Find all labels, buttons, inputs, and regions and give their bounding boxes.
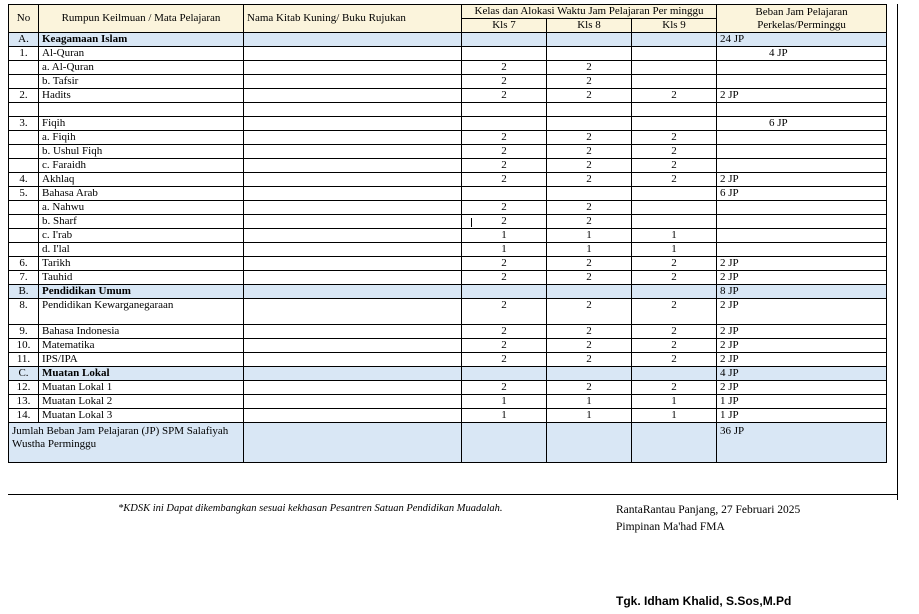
- row-kls7: 2: [462, 271, 547, 285]
- table-row: [9, 229, 887, 243]
- row-label: b. Ushul Fiqh: [39, 145, 244, 159]
- row-label: a. Al-Quran: [39, 61, 244, 75]
- row-label: a. Fiqih: [39, 131, 244, 145]
- row-beban: 2 JP: [717, 299, 887, 325]
- row-kls7: [462, 33, 547, 47]
- row-kls9: 2: [632, 159, 717, 173]
- row-label: d. I'lal: [39, 243, 244, 257]
- place-date: RantaRantau Panjang, 27 Februari 2025: [616, 504, 801, 516]
- row-kls8: 2: [547, 381, 632, 395]
- row-book: [244, 285, 462, 299]
- row-book: [244, 173, 462, 187]
- row-kls9: 2: [632, 131, 717, 145]
- row-no: 10.: [9, 339, 39, 353]
- row-no: A.: [9, 33, 39, 47]
- row-beban: [717, 61, 887, 75]
- row-kls7: [462, 47, 547, 61]
- row-label: Pendidikan Kewarganegaraan: [39, 299, 244, 325]
- row-kls7: 2: [462, 173, 547, 187]
- curriculum-table: [8, 4, 887, 463]
- row-no: 5.: [9, 187, 39, 201]
- row-label: b. Sharf: [39, 215, 244, 229]
- row-book: [244, 117, 462, 131]
- row-kls9: [632, 201, 717, 215]
- row-kls8: [547, 117, 632, 131]
- row-kls8: [547, 103, 632, 117]
- row-label: Hadits: [39, 89, 244, 103]
- row-book: [244, 131, 462, 145]
- row-no: B.: [9, 285, 39, 299]
- total-label: Jumlah Beban Jam Pelajaran (JP) SPM Salafiyah Wustha Perminggu: [9, 423, 244, 463]
- row-beban: 2 JP: [717, 381, 887, 395]
- row-no: [9, 103, 39, 117]
- row-no: 3.: [9, 117, 39, 131]
- row-book: [244, 409, 462, 423]
- row-kls7: [462, 103, 547, 117]
- row-no: [9, 229, 39, 243]
- row-kls9: [632, 187, 717, 201]
- row-kls8: 2: [547, 145, 632, 159]
- table-row: [9, 243, 887, 257]
- row-beban: [717, 103, 887, 117]
- row-book: [244, 75, 462, 89]
- row-kls8: 1: [547, 409, 632, 423]
- row-no: 13.: [9, 395, 39, 409]
- row-book: [244, 299, 462, 325]
- row-no: [9, 159, 39, 173]
- row-kls8: 2: [547, 353, 632, 367]
- table-row: [9, 215, 887, 229]
- header-kls7: Kls 7: [462, 19, 547, 33]
- signer-name: Tgk. Idham Khalid, S.Sos,M.Pd: [616, 594, 792, 608]
- table-row: [9, 409, 887, 423]
- table-row: [9, 367, 887, 381]
- table-row: [9, 299, 887, 325]
- total-kls9: [632, 423, 717, 463]
- row-kls9: 2: [632, 299, 717, 325]
- row-kls9: 2: [632, 89, 717, 103]
- row-beban: 2 JP: [717, 353, 887, 367]
- row-kls8: 2: [547, 271, 632, 285]
- row-label: Tarikh: [39, 257, 244, 271]
- row-beban: 2 JP: [717, 339, 887, 353]
- table-row: [9, 145, 887, 159]
- row-label: Akhlaq: [39, 173, 244, 187]
- row-beban: 1 JP: [717, 409, 887, 423]
- row-kls7: 2: [462, 61, 547, 75]
- row-book: [244, 381, 462, 395]
- row-kls7: 2: [462, 353, 547, 367]
- row-kls9: 1: [632, 409, 717, 423]
- row-book: [244, 215, 462, 229]
- row-beban: 2 JP: [717, 271, 887, 285]
- footnote-text: *KDSK ini Dapat dikembangkan sesuai kekhasan Pesantren Satuan Pendidikan Muadalah.: [118, 503, 503, 514]
- total-book: [244, 423, 462, 463]
- header-subject: Rumpun Keilmuan / Mata Pelajaran: [39, 5, 244, 33]
- row-label: Fiqih: [39, 117, 244, 131]
- table-header-row: [9, 5, 887, 19]
- row-label: Al-Quran: [39, 47, 244, 61]
- document-page: [0, 4, 919, 614]
- row-kls9: 2: [632, 271, 717, 285]
- row-kls8: 2: [547, 173, 632, 187]
- table-row: [9, 47, 887, 61]
- row-beban: 6 JP: [717, 117, 887, 131]
- row-kls9: 2: [632, 381, 717, 395]
- row-kls7: 2: [462, 257, 547, 271]
- row-book: [244, 325, 462, 339]
- row-beban: [717, 201, 887, 215]
- row-kls8: 2: [547, 299, 632, 325]
- row-kls7: [462, 187, 547, 201]
- table-row: [9, 353, 887, 367]
- row-kls7: 2: [462, 339, 547, 353]
- row-kls7: 2: [462, 201, 547, 215]
- row-kls8: [547, 187, 632, 201]
- row-no: 8.: [9, 299, 39, 325]
- row-beban: 4 JP: [717, 367, 887, 381]
- row-label: IPS/IPA: [39, 353, 244, 367]
- row-kls9: 2: [632, 145, 717, 159]
- row-kls7: 2: [462, 381, 547, 395]
- row-kls8: 2: [547, 325, 632, 339]
- row-book: [244, 229, 462, 243]
- row-no: 2.: [9, 89, 39, 103]
- row-label: Keagamaan Islam: [39, 33, 244, 47]
- row-no: 9.: [9, 325, 39, 339]
- table-row: [9, 75, 887, 89]
- row-kls8: 1: [547, 395, 632, 409]
- row-no: [9, 131, 39, 145]
- row-kls7: 1: [462, 409, 547, 423]
- row-label: [39, 103, 244, 117]
- row-label: Muatan Lokal 3: [39, 409, 244, 423]
- row-beban: 8 JP: [717, 285, 887, 299]
- row-beban: [717, 145, 887, 159]
- total-kls8: [547, 423, 632, 463]
- row-kls8: 2: [547, 61, 632, 75]
- row-book: [244, 187, 462, 201]
- row-beban: [717, 229, 887, 243]
- row-kls8: 2: [547, 339, 632, 353]
- row-book: [244, 395, 462, 409]
- row-kls8: 1: [547, 243, 632, 257]
- row-kls9: 1: [632, 395, 717, 409]
- table-row: [9, 271, 887, 285]
- row-kls9: [632, 103, 717, 117]
- row-label: Pendidikan Umum: [39, 285, 244, 299]
- signature-block: [616, 502, 916, 535]
- row-beban: 6 JP: [717, 187, 887, 201]
- row-kls9: 2: [632, 173, 717, 187]
- row-book: [244, 367, 462, 381]
- row-label: b. Tafsir: [39, 75, 244, 89]
- row-book: [244, 145, 462, 159]
- row-label: Bahasa Indonesia: [39, 325, 244, 339]
- row-kls7: 2: [462, 299, 547, 325]
- row-book: [244, 159, 462, 173]
- row-no: [9, 215, 39, 229]
- row-kls7: 2: [462, 325, 547, 339]
- row-kls9: [632, 367, 717, 381]
- table-row: [9, 381, 887, 395]
- row-kls8: 2: [547, 201, 632, 215]
- row-kls7: [462, 285, 547, 299]
- row-label: Muatan Lokal 1: [39, 381, 244, 395]
- row-no: 14.: [9, 409, 39, 423]
- row-beban: 2 JP: [717, 325, 887, 339]
- row-kls7: 2: [462, 159, 547, 173]
- header-book: Nama Kitab Kuning/ Buku Rujukan: [244, 5, 462, 33]
- row-kls8: [547, 47, 632, 61]
- row-kls7: 1: [462, 395, 547, 409]
- row-label: c. Faraidh: [39, 159, 244, 173]
- row-kls7: 1: [462, 243, 547, 257]
- row-kls9: [632, 33, 717, 47]
- table-row: [9, 103, 887, 117]
- header-kls8: Kls 8: [547, 19, 632, 33]
- row-kls7: 2: [462, 89, 547, 103]
- table-row: [9, 33, 887, 47]
- table-row: [9, 339, 887, 353]
- row-kls8: 2: [547, 257, 632, 271]
- page-right-rule: [897, 4, 898, 500]
- table-row: [9, 89, 887, 103]
- row-no: 11.: [9, 353, 39, 367]
- row-kls9: 2: [632, 257, 717, 271]
- row-kls9: 2: [632, 325, 717, 339]
- row-no: 1.: [9, 47, 39, 61]
- row-book: [244, 47, 462, 61]
- row-kls7: 1: [462, 229, 547, 243]
- total-beban: 36 JP: [717, 423, 887, 463]
- row-kls9: [632, 285, 717, 299]
- row-beban: 2 JP: [717, 257, 887, 271]
- row-book: [244, 257, 462, 271]
- table-row: [9, 325, 887, 339]
- row-beban: [717, 215, 887, 229]
- row-kls8: [547, 367, 632, 381]
- row-no: [9, 201, 39, 215]
- row-book: [244, 243, 462, 257]
- row-beban: 4 JP: [717, 47, 887, 61]
- row-kls9: 2: [632, 353, 717, 367]
- row-beban: 2 JP: [717, 173, 887, 187]
- row-kls7: 2: [462, 131, 547, 145]
- table-row: [9, 257, 887, 271]
- row-kls8: 1: [547, 229, 632, 243]
- row-kls9: [632, 117, 717, 131]
- row-beban: [717, 159, 887, 173]
- row-kls8: 2: [547, 131, 632, 145]
- row-beban: 24 JP: [717, 33, 887, 47]
- table-row: [9, 173, 887, 187]
- row-no: C.: [9, 367, 39, 381]
- row-kls9: [632, 215, 717, 229]
- row-kls8: [547, 285, 632, 299]
- row-no: [9, 61, 39, 75]
- table-row: [9, 285, 887, 299]
- row-kls7: [462, 117, 547, 131]
- stray-mark: [471, 218, 472, 227]
- row-label: Tauhid: [39, 271, 244, 285]
- row-kls9: [632, 75, 717, 89]
- row-label: Muatan Lokal: [39, 367, 244, 381]
- header-beban: Beban Jam Pelajaran Perkelas/Perminggu: [717, 5, 887, 33]
- row-book: [244, 103, 462, 117]
- table-row: [9, 117, 887, 131]
- row-book: [244, 201, 462, 215]
- table-row: [9, 159, 887, 173]
- row-kls9: 1: [632, 229, 717, 243]
- signer-position: Pimpinan Ma'had FMA: [616, 520, 725, 533]
- row-label: Bahasa Arab: [39, 187, 244, 201]
- row-kls8: 2: [547, 75, 632, 89]
- table-row: [9, 395, 887, 409]
- row-no: 12.: [9, 381, 39, 395]
- header-alokasi: Kelas dan Alokasi Waktu Jam Pelajaran Per minggu: [462, 5, 717, 19]
- row-kls8: [547, 33, 632, 47]
- row-kls9: [632, 47, 717, 61]
- row-book: [244, 33, 462, 47]
- row-no: [9, 243, 39, 257]
- table-row: [9, 61, 887, 75]
- header-kls9: Kls 9: [632, 19, 717, 33]
- row-label: Matematika: [39, 339, 244, 353]
- table-row: [9, 131, 887, 145]
- row-kls9: 1: [632, 243, 717, 257]
- row-no: [9, 75, 39, 89]
- row-kls8: 2: [547, 215, 632, 229]
- table-row: [9, 187, 887, 201]
- row-book: [244, 61, 462, 75]
- row-kls9: [632, 61, 717, 75]
- row-beban: [717, 75, 887, 89]
- row-kls7: [462, 367, 547, 381]
- row-no: 6.: [9, 257, 39, 271]
- row-beban: 2 JP: [717, 89, 887, 103]
- row-no: [9, 145, 39, 159]
- row-no: 7.: [9, 271, 39, 285]
- row-kls8: 2: [547, 89, 632, 103]
- row-kls7: 2: [462, 145, 547, 159]
- row-kls9: 2: [632, 339, 717, 353]
- total-kls7: [462, 423, 547, 463]
- row-kls7: 2: [462, 75, 547, 89]
- table-total-row: [9, 423, 887, 463]
- row-beban: 1 JP: [717, 395, 887, 409]
- row-label: c. I'rab: [39, 229, 244, 243]
- row-book: [244, 353, 462, 367]
- row-kls7: 2: [462, 215, 547, 229]
- row-beban: [717, 243, 887, 257]
- row-kls8: 2: [547, 159, 632, 173]
- header-no: No: [9, 5, 39, 33]
- row-label: a. Nahwu: [39, 201, 244, 215]
- row-book: [244, 339, 462, 353]
- row-label: Muatan Lokal 2: [39, 395, 244, 409]
- row-no: 4.: [9, 173, 39, 187]
- footer-divider: [8, 494, 897, 495]
- row-book: [244, 89, 462, 103]
- row-book: [244, 271, 462, 285]
- row-beban: [717, 131, 887, 145]
- table-row: [9, 201, 887, 215]
